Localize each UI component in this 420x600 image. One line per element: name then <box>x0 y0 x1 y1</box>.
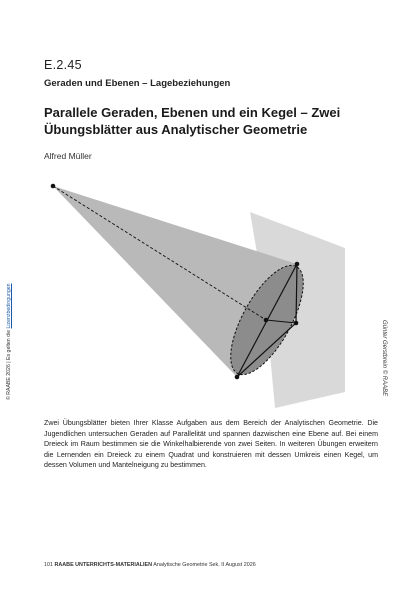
footer-date: August 2026 <box>225 562 256 568</box>
vertex-point-top <box>295 262 300 267</box>
cone-illustration <box>0 170 420 410</box>
footer <box>44 562 256 568</box>
license-link[interactable]: Lizenzbedingungen <box>6 283 12 329</box>
image-credit-text: Günter Gerstbrein © RAABE <box>381 320 387 397</box>
page-title: Parallele Geraden, Ebenen und ein Kegel – Zwei Übungsblätter aus Analytischer Geometrie <box>44 105 341 137</box>
vertex-point-bottom <box>235 375 240 380</box>
base-center-point <box>264 318 269 323</box>
article-code: E.2.45 <box>44 58 82 72</box>
license-prefix: © RAABE 2026 | Es gelten die <box>6 328 12 400</box>
image-credit <box>378 320 390 410</box>
author-name: Alfred Müller <box>44 151 92 161</box>
series-title: Geraden und Ebenen – Lagebeziehungen <box>44 78 231 89</box>
apex-point <box>51 184 56 189</box>
footer-number: 101 <box>44 562 53 568</box>
vertex-point-right <box>294 321 299 326</box>
abstract <box>44 418 378 471</box>
abstract-text: Zwei Übungsblätter bieten Ihrer Klasse Aufgaben aus dem Bereich der Analytischen Geometrie. Die Jugendlichen untersuchen Geraden auf Parallelität und spannen dazwischen eine Ebene auf. Bei einem Dreieck im Raum bestimmen sie die Winkelhalbierende von zwei Seiten. In weiteren Übungen erweitern die Lernenden ein Dreieck zu einem Quadrat und konstruieren mit dessen Umkreis einen Kegel, um dessen Volumen und Mantelneigung zu bestimmen. <box>44 419 378 470</box>
footer-magazine: RAABE UNTERRICHTS-MATERIALIEN <box>54 562 153 568</box>
footer-subject: Analytische Geometrie Sek. II <box>153 562 225 568</box>
license-note <box>3 250 15 400</box>
